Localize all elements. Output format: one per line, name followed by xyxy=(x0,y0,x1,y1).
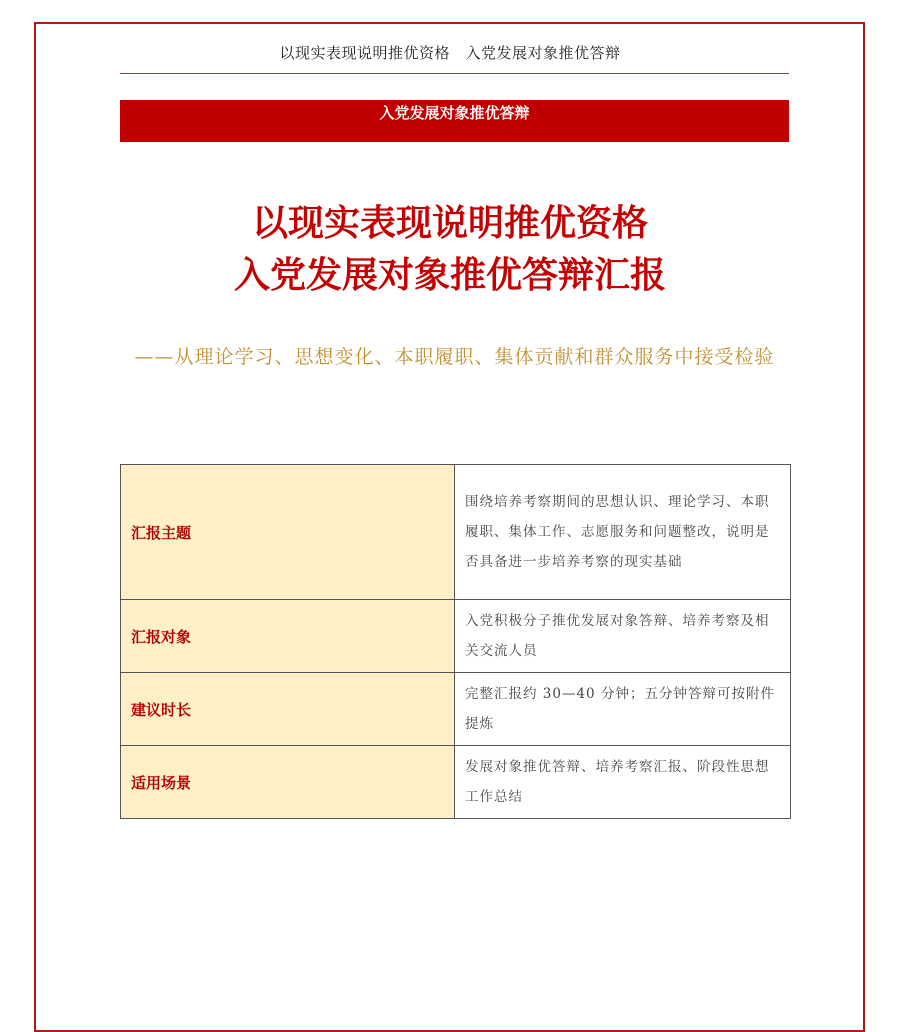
title-line-2: 入党发展对象推优答辩汇报 xyxy=(233,255,666,296)
banner-label: 入党发展对象推优答辩 xyxy=(379,104,530,122)
row-value: 围绕培养考察期间的思想认识、理论学习、本职履职、集体工作、志愿服务和问题整改，说明是否具备进一步培养考察的现实基础 xyxy=(455,465,791,600)
title-line-1: 以现实表现说明推优资格 xyxy=(251,203,648,244)
table-row xyxy=(121,746,791,819)
row-label: 适用场景 xyxy=(121,746,455,819)
table-row xyxy=(121,465,791,600)
running-header: 以现实表现说明推优资格 入党发展对象推优答辩 xyxy=(279,44,621,62)
section-banner xyxy=(120,100,789,142)
header-divider xyxy=(120,73,789,74)
row-label: 建议时长 xyxy=(121,673,455,746)
row-label: 汇报对象 xyxy=(121,600,455,673)
row-value: 入党积极分子推优发展对象答辩、培养考察及相关交流人员 xyxy=(455,600,791,673)
table-row xyxy=(121,673,791,746)
row-value: 完整汇报约 30—40 分钟；五分钟答辩可按附件提炼 xyxy=(455,673,791,746)
info-table xyxy=(120,464,791,819)
page-title xyxy=(0,198,900,302)
table-row xyxy=(121,600,791,673)
row-value: 发展对象推优答辩、培养考察汇报、阶段性思想工作总结 xyxy=(455,746,791,819)
subtitle: ——从理论学习、思想变化、本职履职、集体贡献和群众服务中接受检验 xyxy=(134,346,775,368)
row-label: 汇报主题 xyxy=(121,465,455,600)
